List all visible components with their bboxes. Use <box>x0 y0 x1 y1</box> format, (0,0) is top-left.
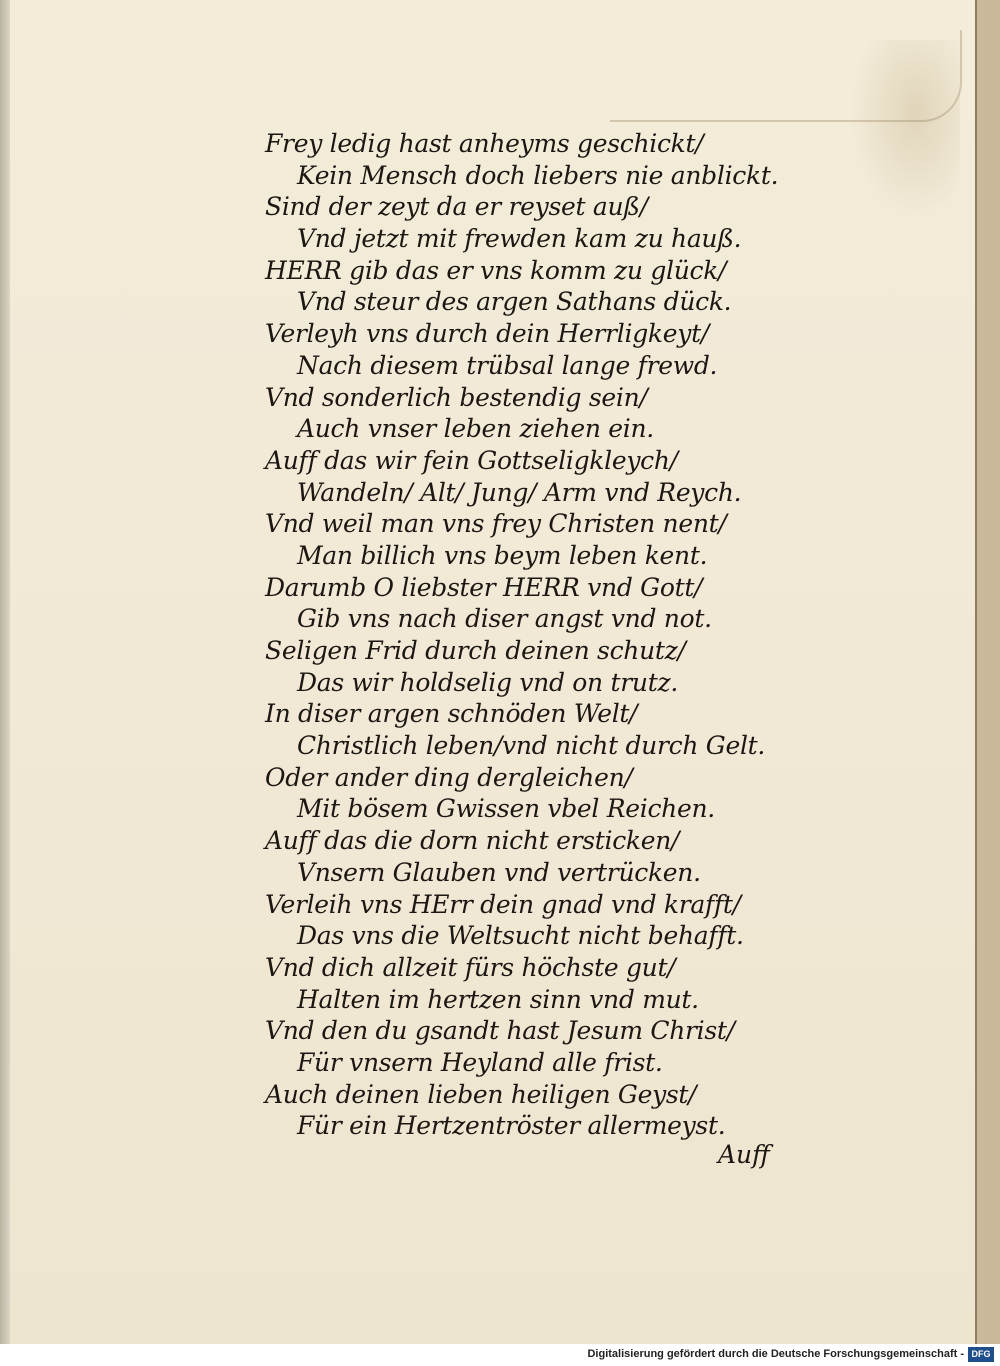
binding-board <box>975 0 1000 1344</box>
verse-line: Darumb O liebster HERR vnd Gott/ <box>265 572 703 602</box>
verse-line: Halten im hertzen sinn vnd mut. <box>297 984 699 1014</box>
verse-line: Nach diesem trübsal lange frewd. <box>297 350 718 380</box>
verse-line: Für ein Hertzentröster allermeyst. <box>297 1111 726 1141</box>
verse-line: Auff das die dorn nicht ersticken/ <box>265 826 680 856</box>
verse-line: Mit bösem Gwissen vbel Reichen. <box>297 794 715 824</box>
verse-line: Oder ander ding dergleichen/ <box>265 762 633 792</box>
verse-line: Vnd steur des argen Sathans dück. <box>297 287 732 317</box>
verse-line: In diser argen schnöden Welt/ <box>265 699 638 729</box>
verse-line: Verleih vns HErr dein gnad vnd krafft/ <box>265 889 741 919</box>
footer-credit: Digitalisierung gefördert durch die Deutsche Forschungsgemeinschaft - <box>587 1348 964 1360</box>
verse-line: Vnd sonderlich bestendig sein/ <box>265 382 648 412</box>
verse-line: Vnd jetzt mit frewden kam zu hauß. <box>297 224 742 254</box>
verse-line: Frey ledig hast anheyms geschickt/ <box>265 129 704 158</box>
water-stain <box>850 40 960 220</box>
verse-text <box>265 128 805 1142</box>
verse-line: Gib vns nach diser angst vnd not. <box>297 604 712 634</box>
verse-line: Seligen Frid durch deinen schutz/ <box>265 636 686 665</box>
verse-line: Man billich vns beym leben kent. <box>297 540 708 570</box>
verse-line: Kein Mensch doch liebers nie anblickt. <box>297 160 779 190</box>
verse-line: Auch vnser leben ziehen ein. <box>297 414 654 444</box>
page-left-edge <box>0 0 10 1344</box>
verse-line: HERR gib das er vns komm zu glück/ <box>265 255 727 285</box>
verse-line: Auff das wir fein Gottseligkleych/ <box>265 445 678 475</box>
verse-line: Vnd weil man vns frey Christen nent/ <box>265 509 727 539</box>
verse-line: Vnd dich allzeit fürs höchste gut/ <box>265 952 676 982</box>
verse-line: Vnd den du gsandt hast Jesum Christ/ <box>265 1016 735 1046</box>
water-stain-edge <box>610 30 962 122</box>
verse-line: Vnsern Glauben vnd vertrücken. <box>297 857 701 887</box>
verse-line: Das vns die Weltsucht nicht behafft. <box>297 921 744 951</box>
verse-line: Christlich leben/vnd nicht durch Gelt. <box>297 731 766 761</box>
verse-line: Sind der zeyt da er reyset auß/ <box>265 192 648 222</box>
verse-line: Für vnsern Heyland alle frist. <box>297 1047 663 1077</box>
verse-line: Verleyh vns durch dein Herrligkeyt/ <box>265 319 709 349</box>
verse-line: Das wir holdselig vnd on trutz. <box>297 667 678 697</box>
catchword: Auff <box>718 1140 770 1169</box>
dfg-logo: DFG <box>968 1347 994 1362</box>
verse-line: Wandeln/ Alt/ Jung/ Arm vnd Reych. <box>297 477 742 507</box>
footer-bar <box>0 1344 1000 1366</box>
verse-line: Auch deinen lieben heiligen Geyst/ <box>265 1079 697 1109</box>
